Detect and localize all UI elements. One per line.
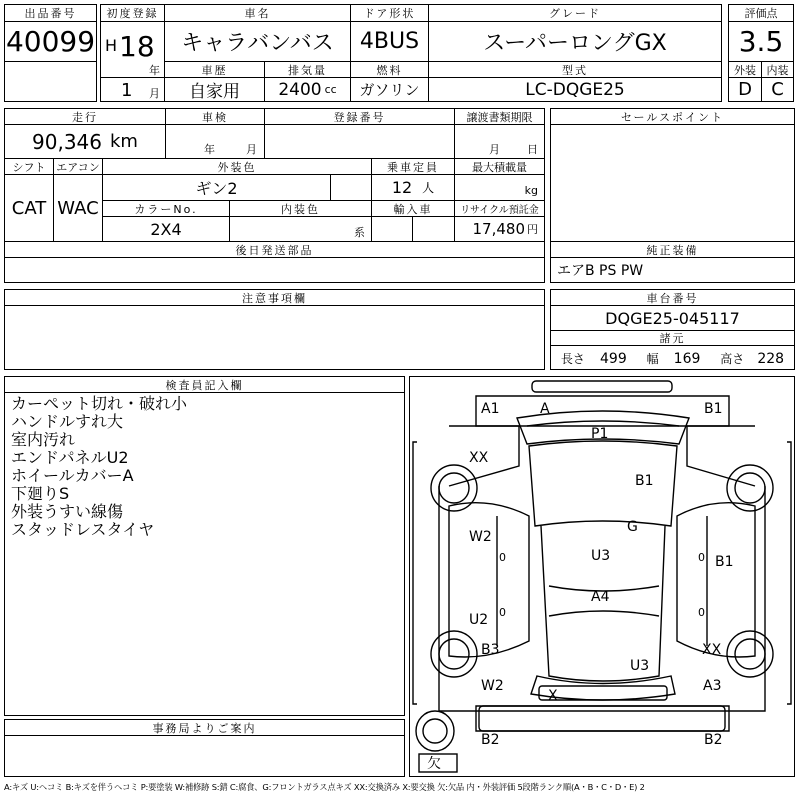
dim-height: 高さ 228 bbox=[720, 351, 785, 367]
chassis-label: 車台番号 bbox=[550, 289, 795, 306]
equipment-label: 純正装備 bbox=[550, 241, 795, 258]
exterior-label: 外装 bbox=[728, 61, 762, 78]
parts-label: 後日発送部品 bbox=[4, 241, 545, 258]
mark-left-rear-quarter: W2 bbox=[481, 678, 504, 694]
score: 3.5 bbox=[728, 21, 794, 62]
interior-label: 内装 bbox=[761, 61, 794, 78]
mileage-unit: km bbox=[110, 131, 138, 152]
mark-right-rear-quarter: A3 bbox=[703, 678, 722, 694]
inspector-note-7: 外装うすい線傷 bbox=[11, 502, 124, 521]
mark-front-left: A1 bbox=[481, 401, 500, 417]
transfer-month-unit: 月 bbox=[489, 143, 500, 156]
inspection-label: 車検 bbox=[165, 108, 265, 125]
inspector-note-2: ハンドルすれ大 bbox=[11, 412, 124, 431]
mark-body-upper: U3 bbox=[591, 548, 611, 564]
zero-left-upper: 0 bbox=[499, 551, 506, 564]
history: 自家用 bbox=[164, 77, 265, 102]
zero-left-lower: 0 bbox=[499, 606, 506, 619]
mark-left-rear-fender: B3 bbox=[481, 642, 500, 658]
first-reg-label: 初度登録 bbox=[100, 4, 165, 22]
int-color-label: 内装色 bbox=[229, 200, 372, 217]
lot-no: 40099 bbox=[4, 21, 97, 62]
inspector-note-5: ホイールカバーA bbox=[11, 466, 134, 485]
ac-label: エアコン bbox=[53, 158, 103, 175]
mark-rear-left: B2 bbox=[481, 732, 500, 748]
capacity-cell bbox=[371, 174, 455, 201]
legend: A:キズ U:ヘコミ B:キズを伴うヘコミ P:要塗装 W:補修跡 S:錆 C:腐食、G:フロントガラス点キズ XX:交換済み X:要交換 欠:欠品 内・外装評価 5段階ランク順(A・B・C・D・E) 2 bbox=[4, 782, 645, 792]
capacity: 12 bbox=[391, 178, 413, 197]
displacement-cell bbox=[264, 77, 351, 102]
history-label: 車歴 bbox=[164, 61, 265, 78]
mark-front: A bbox=[540, 401, 550, 417]
displacement-label: 排気量 bbox=[264, 61, 351, 78]
chassis: DQGE25-045117 bbox=[550, 305, 795, 331]
capacity-unit: 人 bbox=[422, 181, 435, 195]
mark-rear-body: U3 bbox=[630, 658, 650, 674]
displacement: 2400 bbox=[278, 79, 322, 100]
mark-rear-gate: X bbox=[548, 688, 558, 704]
car-diagram bbox=[409, 376, 795, 777]
notes-cell bbox=[4, 305, 545, 370]
era: H bbox=[105, 36, 118, 55]
car-name-label: 車名 bbox=[164, 4, 351, 22]
equipment: エアB PS PW bbox=[550, 257, 795, 283]
car-name: キャラバンバス bbox=[164, 21, 351, 62]
first-reg-month: 1 bbox=[121, 80, 133, 101]
first-reg-year-cell bbox=[100, 21, 165, 78]
dims-cell bbox=[550, 345, 795, 370]
mark-rear-right: B2 bbox=[704, 732, 723, 748]
shift-label: シフト bbox=[4, 158, 54, 175]
capacity-label: 乗車定員 bbox=[371, 158, 455, 175]
color-label: 外装色 bbox=[102, 158, 372, 175]
door: 4BUS bbox=[350, 21, 429, 62]
inspector-note-1: カーペット切れ・破れ小 bbox=[11, 394, 188, 413]
dim-length: 長さ 499 bbox=[560, 351, 627, 367]
mileage-cell bbox=[4, 124, 166, 159]
lot-no-blank bbox=[4, 61, 97, 102]
recycle: 17,480 bbox=[472, 220, 525, 238]
mark-hood: P1 bbox=[591, 426, 609, 442]
import-cell-a bbox=[371, 216, 413, 242]
shift: CAT bbox=[4, 174, 54, 242]
import-label: 輸入車 bbox=[371, 200, 455, 217]
grade-label: グレード bbox=[428, 4, 722, 22]
first-reg-year: 18 bbox=[119, 30, 155, 63]
spare-missing: 欠 bbox=[427, 756, 441, 772]
int-color-unit: 系 bbox=[229, 216, 372, 242]
mark-left-front-fender: XX bbox=[469, 450, 489, 466]
dim-width: 幅 169 bbox=[646, 351, 701, 367]
color-no-label: カラーNo. bbox=[102, 200, 230, 217]
parts-cell bbox=[4, 257, 545, 283]
office-label: 事務局よりご案内 bbox=[4, 719, 405, 736]
mark-glass: G bbox=[627, 519, 638, 535]
dims-label: 諸元 bbox=[550, 330, 795, 346]
grade: スーパーロングGX bbox=[428, 21, 722, 62]
import-cell-b bbox=[412, 216, 455, 242]
mileage-label: 走行 bbox=[4, 108, 166, 125]
score-label: 評価点 bbox=[728, 4, 794, 22]
fuel: ガソリン bbox=[350, 77, 429, 102]
sales-point-cell bbox=[550, 124, 795, 242]
transfer-label: 譲渡書類期限 bbox=[454, 108, 545, 125]
mark-left-rear-door: U2 bbox=[469, 612, 489, 628]
mark-roof: B1 bbox=[635, 473, 654, 489]
transfer-day-unit: 日 bbox=[527, 143, 538, 156]
mark-right-door: B1 bbox=[715, 554, 734, 570]
office-cell bbox=[4, 735, 405, 777]
mark-body-middle: A4 bbox=[591, 589, 610, 605]
fuel-label: 燃料 bbox=[350, 61, 429, 78]
interior: C bbox=[761, 77, 794, 102]
load-label: 最大積載量 bbox=[454, 158, 545, 175]
ac: WAC bbox=[53, 174, 103, 242]
sales-point-label: セールスポイント bbox=[550, 108, 795, 125]
year-unit: 年 bbox=[149, 64, 160, 77]
reg-no-label: 登録番号 bbox=[264, 108, 455, 125]
door-label: ドア形状 bbox=[350, 4, 429, 22]
model-label: 型式 bbox=[428, 61, 722, 78]
exterior: D bbox=[728, 77, 762, 102]
mileage: 90,346 bbox=[32, 129, 102, 154]
inspector-label: 検査員記入欄 bbox=[4, 376, 405, 393]
inspector-note-3: 室内汚れ bbox=[11, 430, 76, 449]
zero-right-lower: 0 bbox=[698, 606, 705, 619]
color: ギン2 bbox=[102, 174, 331, 201]
inspector-note-4: エンドパネルU2 bbox=[11, 448, 129, 467]
model: LC-DQGE25 bbox=[428, 77, 722, 102]
inspector-notes bbox=[4, 392, 405, 716]
mark-right-rear-fender: XX bbox=[702, 642, 722, 658]
zero-right-upper: 0 bbox=[698, 551, 705, 564]
inspection-year-unit: 年 bbox=[204, 143, 215, 156]
first-reg-month-cell bbox=[100, 77, 165, 102]
recycle-label: リサイクル預託金 bbox=[454, 200, 545, 217]
month-unit: 月 bbox=[149, 87, 160, 100]
inspector-note-6: 下廻りS bbox=[11, 484, 70, 503]
inspector-note-8: スタッドレスタイヤ bbox=[11, 520, 155, 539]
displacement-unit: cc bbox=[324, 83, 337, 96]
inspection-cell bbox=[165, 124, 265, 159]
recycle-cell bbox=[454, 216, 545, 242]
inspection-month-unit: 月 bbox=[246, 143, 257, 156]
color-extra bbox=[330, 174, 372, 201]
mark-front-right: B1 bbox=[704, 401, 723, 417]
transfer-cell bbox=[454, 124, 545, 159]
mark-left-front-door: W2 bbox=[469, 529, 492, 545]
lot-no-label: 出品番号 bbox=[4, 4, 97, 22]
reg-no-cell bbox=[264, 124, 455, 159]
load-unit: kg bbox=[454, 174, 545, 201]
notes-label: 注意事項欄 bbox=[4, 289, 545, 306]
color-no: 2X4 bbox=[102, 216, 230, 242]
recycle-unit: 円 bbox=[527, 223, 538, 236]
